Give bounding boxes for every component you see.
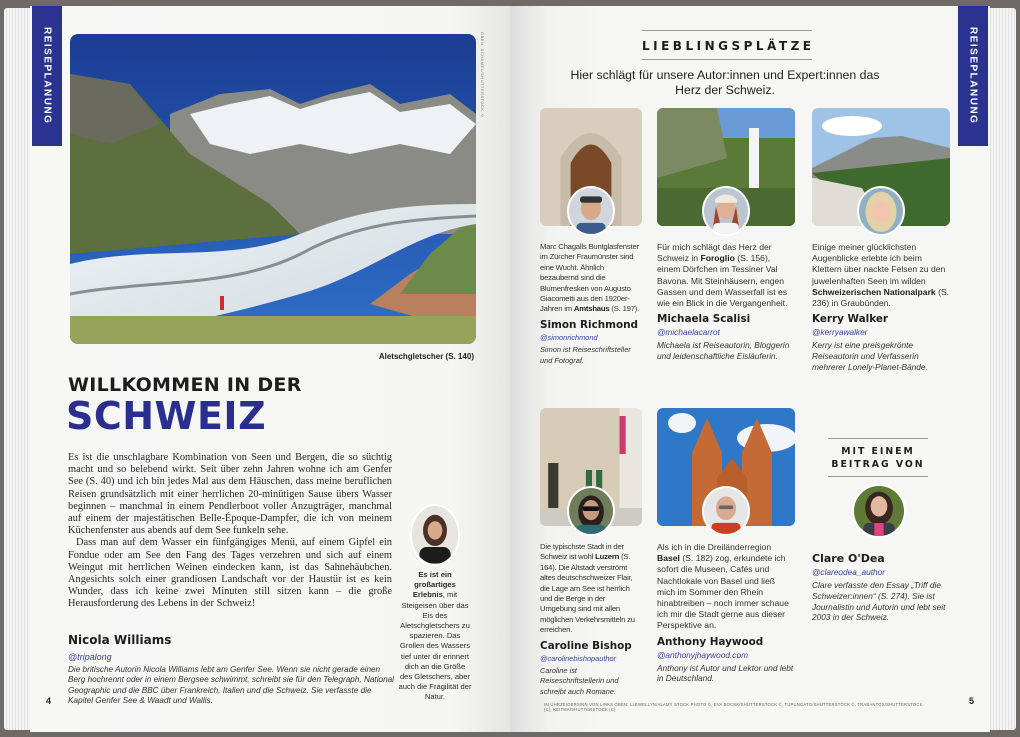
author-bio: Anthony ist Autor und Lektor und lebt in Deutschland.: [657, 662, 794, 684]
author-handle[interactable]: @kerryawalker: [812, 327, 868, 338]
author-handle[interactable]: @clareodea_author: [812, 567, 886, 577]
intro-body-text: [68, 452, 392, 611]
chapter-tab: [958, 6, 988, 146]
author-handle[interactable]: @tripalong: [68, 652, 112, 662]
author-avatar: [410, 504, 460, 566]
section-subtitle: Hier schlägt für unsere Autor:innen und Expert:innen das Herz der Schweiz.: [570, 68, 880, 97]
author-bio: Michaela ist Reiseautorin, Bloggerin und leidenschaftliche Eisläuferin.: [657, 340, 790, 362]
author-handle[interactable]: @simonrichmond: [540, 332, 598, 342]
contributor-clare-odea: [812, 484, 962, 623]
card-image-lucerne-street: [540, 408, 642, 526]
left-page: [30, 6, 510, 732]
page-title-line2: SCHWEIZ: [66, 394, 267, 438]
author-handle[interactable]: @anthonyjhaywood.com: [657, 649, 748, 660]
author-avatar: [702, 186, 750, 236]
author-handle[interactable]: @michaelacarrot: [657, 327, 720, 338]
body-paragraph: Dass man auf dem Wasser ein fünfgängiges Menü, auf einem Gipfel ein Fondue oder am See den Fang des Tages verzehren und sich auf einem Weingut mit herrlichen Weinen eindecken kann, ist das Sahnehäubchen. Angesichts solch einer grandiosen Landschaft vor der Haustür ist es kein Wunder, dass ich keine zwei Minuten still sitzen kann – die große Herausforderung des Lebens in der Schweiz!: [68, 537, 392, 610]
card-image-basel-minster: [657, 408, 795, 526]
page-title-line1: WILLKOMMEN IN DER: [68, 374, 302, 396]
card-image-waterfall: [657, 108, 795, 226]
card-image-church-door: [540, 108, 642, 226]
author-name: Simon Richmond: [540, 318, 638, 331]
page-edges-right: [990, 8, 1016, 730]
author-name: Nicola Williams: [68, 633, 172, 647]
author-bio: Caroline ist Reiseschriftstellerin und schreibt auch Romane.: [540, 665, 619, 697]
section-title: LIEBLINGSPLÄTZE: [642, 30, 812, 60]
card-text: Für mich schlägt das Herz der Schweiz in Foroglio (S. 156), einem Dörfchen im Tessiner Val Bavona. Mit Steinhäusern, engen Gassen und dem Wasserfall ist es wie ein Blick in die Vergangenheit.: [657, 242, 788, 309]
author-name: Anthony Haywood: [657, 635, 764, 648]
author-bio: Simon ist Reiseschriftsteller und Fotograf.: [540, 344, 631, 365]
author-name: Michaela Scalisi: [657, 313, 751, 326]
side-quote: [398, 504, 472, 703]
contributor-avatar: [852, 484, 906, 538]
author-name: Clare O'Dea: [812, 552, 885, 565]
author-block-nicola-williams: [68, 633, 396, 707]
page-edges-left: [4, 8, 32, 730]
favorite-card-michaela-scalisi: [657, 108, 795, 362]
favorite-card-caroline-bishop: [540, 408, 642, 698]
author-bio: Clare verfasste den Essay „Triff die Schweizer:innen“ (S. 274). Sie ist Journalistin und Autorin und lebt seit 2003 in der Schweiz.: [812, 580, 946, 623]
body-paragraph: Es ist die unschlagbare Kombination von Seen und Bergen, die so süchtig macht und so belebend wirkt. Seit über zehn Jahren wohne ich am Genfer See (S. 40) und ich bin jedes Mal aus dem Häuschen, dass meine beruflichen Reisen grundsätzlich mit einer herrlichen 20-minütigen Sause übers Wasser beginnen – manchmal in einem Pendlerboot voller Anzugträger, manchmal auf einem der majestätischen Belle-Époque-Dampfer, die ich von meinem Küchenfenster aus abends auf dem See funkeln sehe.: [68, 452, 392, 537]
right-page: [510, 6, 990, 732]
chapter-tab-label: REISEPLANUNG: [41, 27, 53, 125]
chapter-tab: [32, 6, 62, 146]
favorite-card-anthony-haywood: [657, 408, 795, 684]
card-text: Einige meiner glücklichsten Augenblicke erlebte ich beim Klettern über nackte Felsen zu den juwelenhaften Seen im wilden Schweizerischen Nationalpark (S. 236) in Graubünden.: [812, 242, 950, 309]
quote-body: , mit Steigeisen über das Eis des Aletschgletschers zu spazieren. Das Grollen des Wassers tief unter dir erinnert dich an die Größe des Gletschers, aber auch die Fragilität der Natur.: [398, 590, 472, 702]
photo-credit-vertical: OBEN: SCHAMEL/SHUTTERSTOCK ©: [480, 32, 485, 119]
author-bio: Kerry ist eine preisgekrönte Reiseautorin und Verfasserin mehrerer Lonely-Planet-Bände.: [812, 340, 928, 372]
card-text: Als ich in die Dreiländerregion Basel (S. 182) zog, erkundete ich sofort die Museen, Cafés und Nachtlokale von Basel und ließ mich im Sommer den Rhein hinabtreiben – noch immer schaue ich mir die Stadt gerne aus dieser Perspektive an.: [657, 542, 789, 631]
card-text: Marc Chagalls Buntglasfenster im Zürcher Fraumünster sind eine Wucht. Ähnlich bezaubernd sind die Blumenfresken von Augusto Giacometti aus den 1920er-Jahren im Amtshaus (S. 197).: [540, 242, 640, 314]
chapter-tab-label: REISEPLANUNG: [967, 27, 979, 125]
author-name: Caroline Bishop: [540, 639, 632, 652]
favorite-card-simon-richmond: [540, 108, 642, 366]
card-image-national-park: [812, 108, 950, 226]
page-number: 5: [968, 696, 974, 706]
page-number: 4: [46, 696, 52, 706]
author-name: Kerry Walker: [812, 313, 889, 326]
author-handle[interactable]: @carolinebishopauthor: [540, 653, 617, 663]
quote-bold: Es ist ein großartiges Erlebnis: [412, 570, 456, 600]
card-text: Die typischste Stadt in der Schweiz ist wohl Luzern (S. 164). Die Altstadt verströmt altes deutschschweizer Flair, die Lage am See ist herrlich und die Berge in der Umgebung sind mit allen möglichen Verkehrsmitteln zu erreichen.: [540, 542, 635, 635]
author-bio: Die britische Autorin Nicola Williams lebt am Genfer See. Wenn sie nicht gerade einen Berg hochrennt oder in einem Bergsee schwimmt, schreibt sie für den Telegraph, National Geographic und die BBC über Frankreich, Italien und die Schweiz. Sie verfasste die Kapitel Genfer See & Waadt und Wallis.: [68, 665, 395, 706]
hero-image-aletsch-glacier: [70, 34, 476, 344]
author-avatar: [702, 486, 750, 536]
author-avatar: [857, 186, 905, 236]
contributor-heading: MIT EINEM BEITRAG VON: [828, 438, 928, 477]
photo-credits: IM UHRZEIGERSINN VON LINKS OBEN: LLEWELLYN/ALAMY STOCK PHOTO ©, EVA BOCEK/SHUTTERSTOCK ©, TUPUNGATO/SHUTTERSTOCK ©, TRABANTOS/SHUTTERSTOCK (C), KEITMA/SHUTTERSTOCK (C): [544, 702, 923, 712]
favorite-card-kerry-walker: [812, 108, 950, 373]
author-avatar: [567, 186, 615, 236]
author-avatar: [567, 486, 615, 536]
quote-text: [398, 570, 472, 703]
hero-caption: Aletschgletscher (S. 140): [378, 352, 474, 361]
